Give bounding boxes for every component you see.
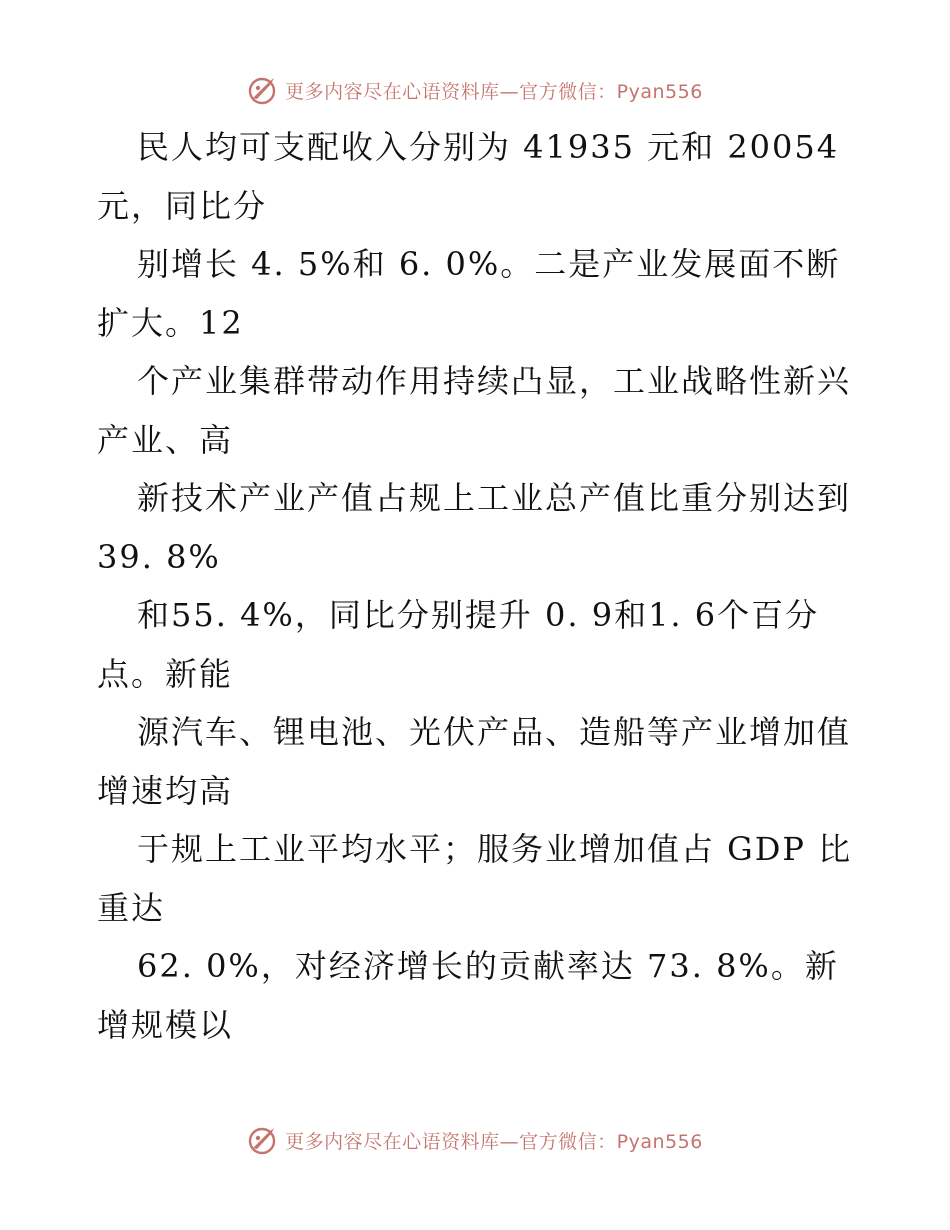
quill-logo-icon bbox=[247, 1124, 279, 1156]
text-line: 于规上工业平均水平；服务业增加值占 GDP 比 bbox=[137, 830, 853, 868]
text-line: 元，同比分 bbox=[97, 186, 268, 225]
text-line: 39. 8% bbox=[97, 537, 221, 576]
text-line: 新技术产业产值占规上工业总产值比重分别达到 bbox=[137, 479, 852, 517]
watermark-text: 更多内容尽在心语资料库—官方微信：Pyan556 bbox=[285, 80, 703, 103]
text-line: 个产业集群带动作用持续凸显，工业战略性新兴 bbox=[137, 362, 852, 400]
header-watermark bbox=[0, 70, 950, 110]
document-body bbox=[97, 118, 857, 1054]
text-line: 和55. 4%，同比分别提升 0. 9和1. 6个百分 bbox=[137, 596, 820, 634]
text-line: 民人均可支配收入分别为 41935 元和 20054 bbox=[137, 128, 840, 166]
quill-logo-icon bbox=[247, 74, 279, 106]
text-line: 重达 bbox=[97, 888, 166, 927]
text-line: 扩大。12 bbox=[97, 303, 244, 342]
text-line: 别增长 4. 5%和 6. 0%。二是产业发展面不断 bbox=[137, 245, 841, 283]
text-line: 产业、高 bbox=[97, 420, 234, 459]
text-line: 点。新能 bbox=[97, 654, 234, 693]
text-line: 增速均高 bbox=[97, 771, 234, 810]
text-line: 62. 0%，对经济增长的贡献率达 73. 8%。新 bbox=[137, 947, 839, 985]
watermark-text: 更多内容尽在心语资料库—官方微信：Pyan556 bbox=[285, 1130, 703, 1153]
footer-watermark bbox=[0, 1120, 950, 1160]
text-line: 源汽车、锂电池、光伏产品、造船等产业增加值 bbox=[137, 713, 852, 751]
text-line: 增规模以 bbox=[97, 1005, 234, 1044]
